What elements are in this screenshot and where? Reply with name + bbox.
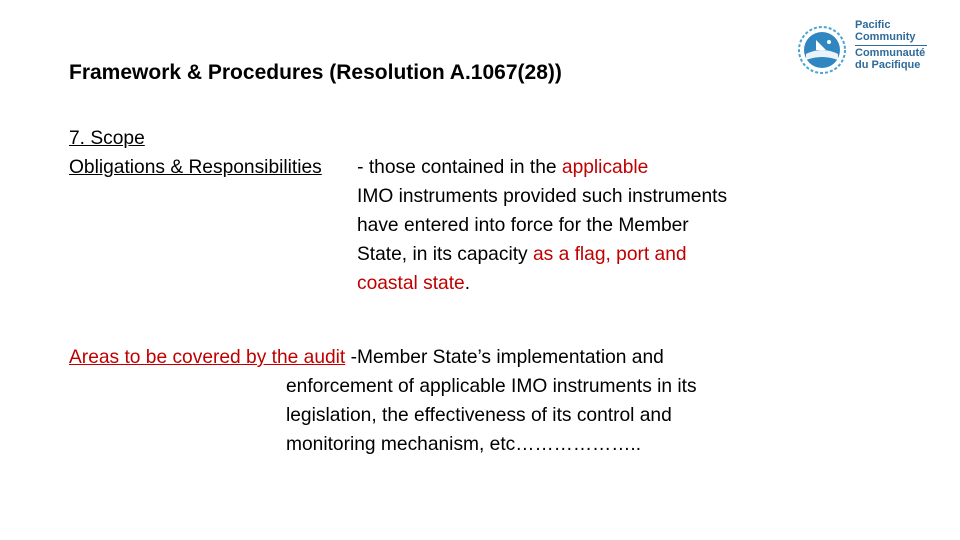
logo-line-1: Pacific xyxy=(855,19,891,31)
areas-line-1 xyxy=(69,343,664,372)
scope-line-2: IMO instruments provided such instruments xyxy=(357,186,728,207)
scope-line-5 xyxy=(357,269,470,298)
logo-line-3: Communauté xyxy=(855,47,926,59)
scope-heading: 7. Scope xyxy=(69,128,145,149)
scope-text-4a: State, in its capacity xyxy=(357,244,533,265)
scope-text-4b: as a flag, port and xyxy=(532,244,687,265)
areas-label: Areas to be covered by the audit xyxy=(69,347,346,368)
scope-line-3: have entered into force for the Member xyxy=(357,215,689,236)
scope-text-1b: applicable xyxy=(561,157,649,178)
scope-text-5a: coastal state xyxy=(357,273,465,294)
pacific-community-logo-icon xyxy=(796,24,848,76)
scope-line-1 xyxy=(69,153,648,182)
logo-divider xyxy=(855,45,927,46)
slide-title: Framework & Procedures (Resolution A.1067(28)) xyxy=(69,61,562,84)
logo-wordmark xyxy=(855,20,927,71)
areas-line-2: enforcement of applicable IMO instruments in its xyxy=(286,376,697,397)
areas-line-4: monitoring mechanism, etc……………….. xyxy=(286,434,642,455)
areas-line-3: legislation, the effectiveness of its control and xyxy=(286,405,672,426)
pacific-community-logo xyxy=(796,20,936,86)
logo-line-2: Community xyxy=(855,30,916,43)
scope-text-1a: - those contained in the xyxy=(351,157,562,178)
scope-text-5b: . xyxy=(464,273,471,294)
areas-text-1: -Member State’s implementation and xyxy=(345,347,664,368)
scope-line-4 xyxy=(357,240,687,269)
logo-line-4: du Pacifique xyxy=(855,58,921,71)
scope-label: Obligations & Responsibilities xyxy=(69,157,322,178)
